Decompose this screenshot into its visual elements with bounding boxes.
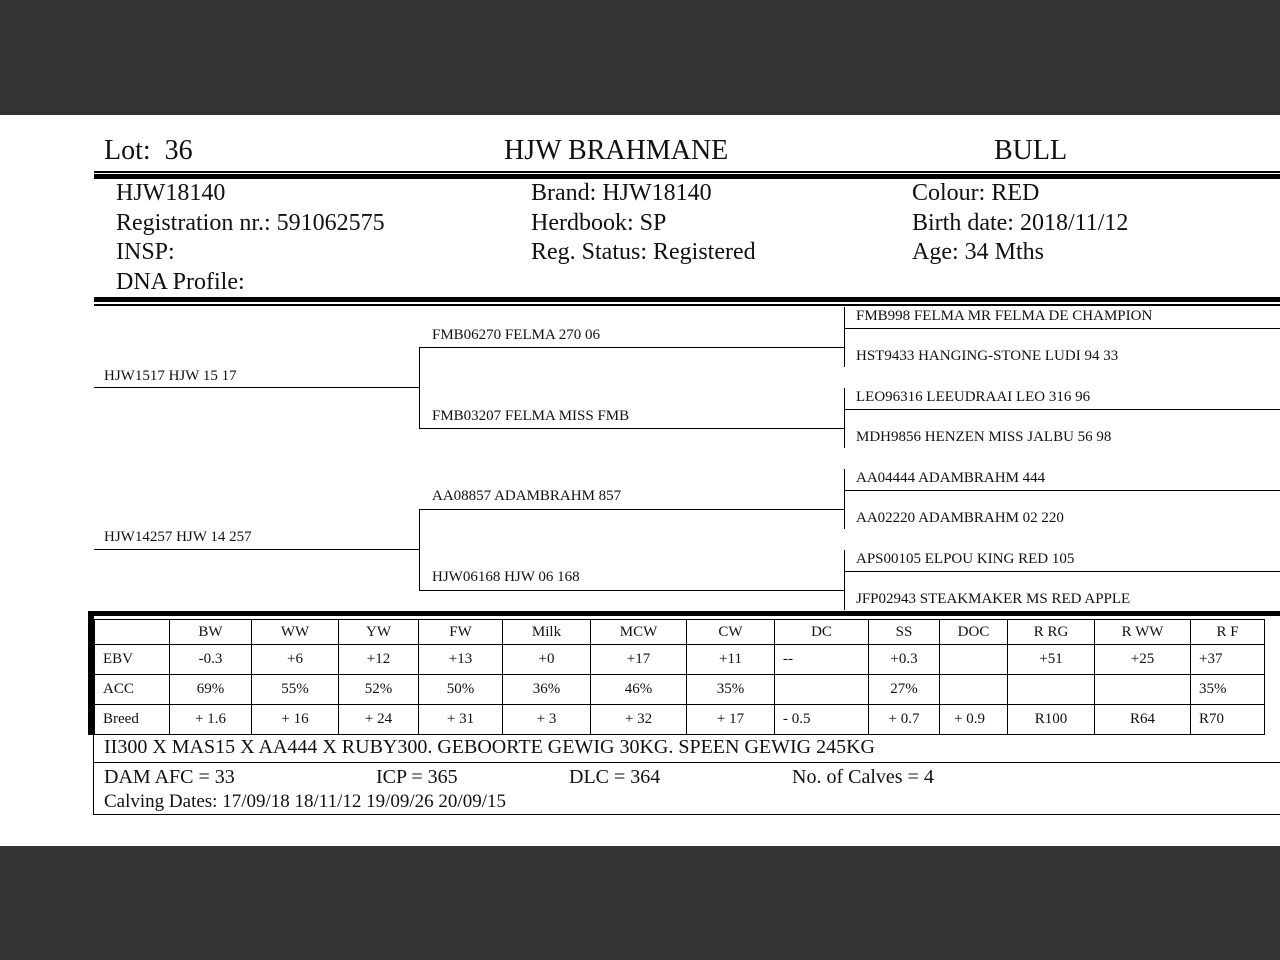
ebv-table — [94, 619, 1265, 735]
sd-bracket-bottom — [844, 428, 845, 448]
ebv-row — [95, 675, 1265, 705]
age-field: Age: 34 Mths — [912, 239, 1044, 265]
icp-value: ICP = 365 — [376, 766, 458, 788]
ebv-top-rule — [88, 611, 1280, 616]
notes-bottom-border — [93, 814, 1280, 815]
ebv-row-label: Breed — [95, 705, 170, 735]
ebv-cell: R70 — [1191, 705, 1265, 735]
ebv-cell: 55% — [252, 675, 339, 705]
ss-bracket-bottom — [844, 347, 845, 367]
ebv-cell: + 17 — [687, 705, 775, 735]
ebv-cell: + 3 — [503, 705, 591, 735]
animal-sex: BULL — [994, 135, 1068, 166]
pedigree-sire-sire: FMB06270 FELMA 270 06 — [432, 327, 600, 343]
ebv-cell: +11 — [687, 645, 775, 675]
ebv-cell: +13 — [419, 645, 503, 675]
birth-date-field: Birth date: 2018/11/12 — [912, 209, 1129, 236]
ebv-cell: R64 — [1095, 705, 1191, 735]
info-col-left — [116, 179, 385, 297]
info-col-middle — [531, 179, 756, 268]
ebv-cell: + 0.7 — [869, 705, 940, 735]
pedigree-sire-dam: FMB03207 FELMA MISS FMB — [432, 408, 630, 424]
ebv-cell: 27% — [869, 675, 940, 705]
ebv-row-label: ACC — [95, 675, 170, 705]
ebv-cell: 50% — [419, 675, 503, 705]
ds-bracket-bottom — [844, 509, 845, 529]
animal-name: HJW BRAHMANE — [504, 135, 729, 166]
pedigree-sss: FMB998 FELMA MR FELMA DE CHAMPION — [856, 308, 1153, 324]
ebv-header-cell: FW — [419, 620, 503, 645]
animal-id: HJW18140 — [116, 180, 226, 206]
ebv-cell: 69% — [170, 675, 252, 705]
ebv-cell: + 32 — [591, 705, 687, 735]
ebv-cell: -- — [775, 645, 869, 675]
pedigree-dds: APS00105 ELPOU KING RED 105 — [856, 551, 1075, 567]
ebv-header-cell: WW — [252, 620, 339, 645]
registration-number: Registration nr.: 591062575 — [116, 209, 385, 236]
info-rule-thick — [94, 297, 1280, 302]
ebv-cell: 52% — [339, 675, 419, 705]
sd-bracket-top — [844, 388, 845, 428]
ebv-header-cell: DC — [775, 620, 869, 645]
ebv-cell — [1095, 675, 1191, 705]
ebv-cell: +0.3 — [869, 645, 940, 675]
colour-field: Colour: RED — [912, 180, 1040, 206]
ebv-header-cell: DOC — [940, 620, 1008, 645]
sd-line — [419, 428, 845, 429]
insp-field: INSP: — [116, 239, 175, 265]
ebv-cell: - 0.5 — [775, 705, 869, 735]
pedigree-dam: HJW14257 HJW 14 257 — [104, 529, 252, 545]
ebv-header-row — [95, 620, 1265, 645]
pedigree-sdd: MDH9856 HENZEN MISS JALBU 56 98 — [856, 429, 1112, 445]
sss-line — [844, 328, 1280, 329]
calves-count: No. of Calves = 4 — [792, 766, 934, 788]
ebv-cell: +12 — [339, 645, 419, 675]
ebv-cell: +51 — [1008, 645, 1095, 675]
ebv-header-cell: YW — [339, 620, 419, 645]
ebv-cell: 46% — [591, 675, 687, 705]
dss-line — [844, 490, 1280, 491]
ds-line — [419, 509, 845, 510]
info-rule-thin — [94, 304, 1280, 306]
herdbook-field: Herdbook: SP — [531, 209, 667, 236]
dna-profile: DNA Profile: — [116, 268, 245, 295]
ebv-cell: 35% — [687, 675, 775, 705]
ebv-header-cell: SS — [869, 620, 940, 645]
lot-label — [104, 135, 193, 167]
ds-bracket-top — [844, 469, 845, 509]
lot-label-text: Lot: — [104, 135, 151, 166]
calving-dates: Calving Dates: 17/09/18 18/11/12 19/09/26 20/09/15 — [104, 791, 506, 812]
ebv-header-cell: Milk — [503, 620, 591, 645]
info-col-right — [912, 179, 1128, 268]
ebv-cell: +17 — [591, 645, 687, 675]
pedigree-sire: HJW1517 HJW 15 17 — [104, 368, 237, 384]
pedigree-dss: AA04444 ADAMBRAHM 444 — [856, 470, 1046, 486]
dds-line — [844, 571, 1280, 572]
ebv-header-cell: BW — [170, 620, 252, 645]
ebv-cell: +37 — [1191, 645, 1265, 675]
catalogue-sheet — [0, 115, 1280, 846]
ebv-cell: + 1.6 — [170, 705, 252, 735]
ebv-cell: 36% — [503, 675, 591, 705]
pedigree-ddd: JFP02943 STEAKMAKER MS RED APPLE — [856, 591, 1131, 607]
ss-bracket-top — [844, 307, 845, 347]
ebv-header-cell: R F — [1191, 620, 1265, 645]
dd-bracket-top — [844, 550, 845, 590]
pedigree-dsd: AA02220 ADAMBRAHM 02 220 — [856, 510, 1064, 526]
sire-line — [94, 387, 420, 388]
ebv-header-cell — [95, 620, 170, 645]
ebv-header-cell: R WW — [1095, 620, 1191, 645]
sire-bracket — [419, 347, 420, 428]
lot-number: 36 — [164, 135, 193, 166]
ebv-cell: + 31 — [419, 705, 503, 735]
pedigree-sds: LEO96316 LEEUDRAAI LEO 316 96 — [856, 389, 1091, 405]
pedigree-dam-sire: AA08857 ADAMBRAHM 857 — [432, 488, 622, 504]
ebv-cell: + 24 — [339, 705, 419, 735]
dd-line — [419, 590, 845, 591]
ebv-cell: +0 — [503, 645, 591, 675]
ebv-cell — [940, 645, 1008, 675]
ebv-row-label: EBV — [95, 645, 170, 675]
notes-left-border — [93, 735, 94, 815]
dlc-value: DLC = 364 — [569, 766, 661, 788]
ebv-row — [95, 645, 1265, 675]
pedigree-ssd: HST9433 HANGING-STONE LUDI 94 33 — [856, 348, 1119, 364]
ebv-row — [95, 705, 1265, 735]
brand-field: Brand: HJW18140 — [531, 180, 712, 206]
notes-divider — [94, 762, 1280, 763]
ebv-cell — [940, 675, 1008, 705]
reg-status-field: Reg. Status: Registered — [531, 239, 756, 265]
ebv-cell — [775, 675, 869, 705]
ebv-cell: +6 — [252, 645, 339, 675]
dam-bracket — [419, 509, 420, 590]
ebv-header-cell: CW — [687, 620, 775, 645]
ebv-cell: + 0.9 — [940, 705, 1008, 735]
header-rule-thin — [94, 171, 1280, 173]
ebv-cell: -0.3 — [170, 645, 252, 675]
sds-line — [844, 409, 1280, 410]
ebv-cell: + 16 — [252, 705, 339, 735]
breeding-comment: II300 X MAS15 X AA444 X RUBY300. GEBOORTE GEWIG 30KG. SPEEN GEWIG 245KG — [104, 736, 875, 758]
pedigree-dam-dam: HJW06168 HJW 06 168 — [432, 569, 580, 585]
ebv-cell: +25 — [1095, 645, 1191, 675]
ss-line — [419, 347, 845, 348]
ebv-cell — [1008, 675, 1095, 705]
ebv-header-cell: MCW — [591, 620, 687, 645]
dd-bracket-bottom — [844, 590, 845, 610]
ebv-cell: R100 — [1008, 705, 1095, 735]
ebv-header-cell: R RG — [1008, 620, 1095, 645]
dam-afc: DAM AFC = 33 — [104, 766, 235, 788]
ebv-cell: 35% — [1191, 675, 1265, 705]
dam-line — [94, 549, 420, 550]
